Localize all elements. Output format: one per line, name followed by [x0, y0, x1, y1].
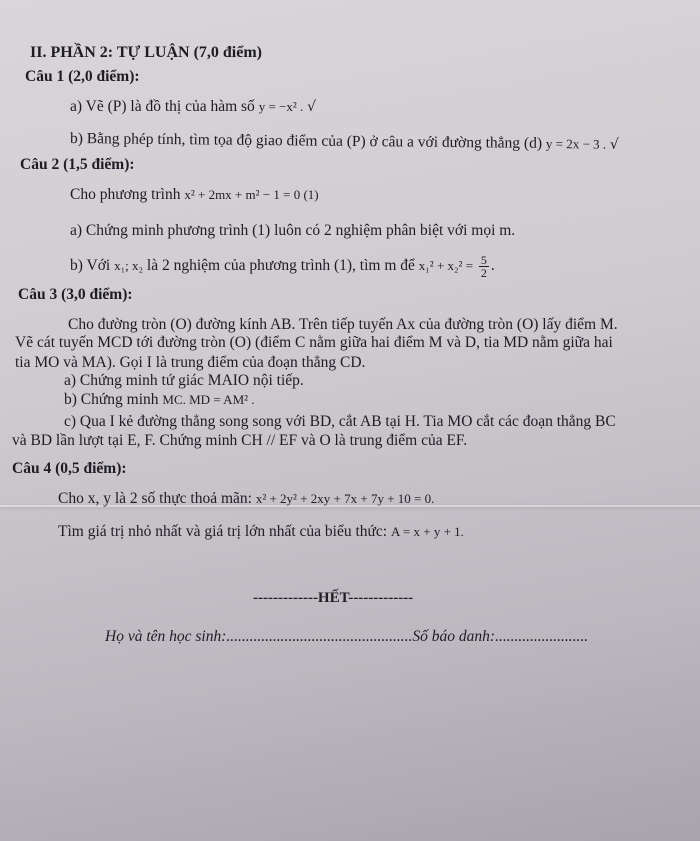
footer — [105, 628, 588, 646]
q3-b-math: MC. MD = AM² . — [162, 392, 255, 407]
student-name-label: Họ và tên học sinh: — [105, 628, 227, 645]
end-mark: -------------HẾT------------- — [253, 590, 414, 606]
q3-line1: Cho đường tròn (O) đường kính AB. Trên tiếp tuyến Ax của đường tròn (O) lấy điểm M. — [68, 316, 618, 333]
q2-b-fraction — [479, 254, 489, 279]
check-mark-icon: √ — [307, 99, 317, 115]
q1-b-math: y = 2x − 3 . — [545, 135, 607, 152]
q4-title: Câu 4 (0,5 điểm): — [12, 460, 127, 477]
q2-a: a) Chứng minh phương trình (1) luôn có 2 nghiệm phân biệt với mọi m. — [70, 222, 516, 239]
q1-a — [70, 98, 316, 116]
student-id-label: Số báo danh: — [412, 628, 496, 645]
q1-a-math: y = −x² . — [258, 99, 304, 114]
q4-line1-text: Cho x, y là 2 số thực thoả mãn: — [58, 490, 252, 507]
student-name-dots: ................................................ — [226, 628, 413, 645]
q3-line2: Vẽ cát tuyến MCD tới đường tròn (O) (điểm C nằm giữa hai điểm M và D, tia MD nằm giữa hai — [15, 334, 613, 351]
check-mark-icon: √ — [609, 136, 619, 153]
q1-title: Câu 1 (2,0 điểm): — [25, 68, 140, 85]
q3-a: a) Chứng minh tứ giác MAIO nội tiếp. — [64, 372, 304, 389]
q2-b: b) Với x₁; x₂ là 2 nghiệm của phương trình (1), tìm m để x₁² + x₂² = $\frac{5}{2}$ . — [70, 253, 495, 280]
part-title: II. PHẦN 2: TỰ LUẬN (7,0 điểm) — [30, 44, 262, 61]
q3-line3: tia MO và MA). Gọi I là trung điểm của đoạn thẳng CD. — [15, 354, 366, 371]
q2-intro-text: Cho phương trình — [70, 186, 181, 203]
q4-line2-math: A = x + y + 1. — [390, 524, 464, 539]
q3-c2: và BD lần lượt tại E, F. Chứng minh CH // EF và O là trung điểm của EF. — [12, 432, 468, 449]
fraction-denominator: 2 — [480, 266, 487, 280]
q1-b-text: b) Bằng phép tính, tìm tọa độ giao điểm của (P) ở câu a với đường thẳng (d) — [69, 130, 543, 152]
q2-b-text-1: b) Với — [70, 257, 111, 275]
q4-line2-text: Tìm giá trị nhỏ nhất và giá trị lớn nhất của biểu thức: — [58, 523, 388, 540]
q3-c1: c) Qua I kẻ đường thẳng song song với BD, cắt AB tại H. Tia MO cắt các đoạn thẳng BC — [64, 413, 616, 430]
q2-b-text-2: là 2 nghiệm của phương trình (1), tìm m để — [146, 257, 415, 275]
q1-a-text: a) Vẽ (P) là đồ thị của hàm số — [70, 98, 255, 115]
q4-line1 — [58, 490, 434, 508]
q3-title: Câu 3 (3,0 điểm): — [18, 286, 133, 303]
q3-b-text: b) Chứng minh — [64, 391, 159, 408]
q2-equation: x² + 2mx + m² − 1 = 0 (1) — [184, 187, 319, 202]
q4-line2 — [58, 523, 464, 541]
fraction-numerator: 5 — [480, 253, 487, 267]
q2-b-math: x₁² + x₂² = — [418, 258, 474, 274]
q4-line1-math: x² + 2y² + 2xy + 7x + 7y + 10 = 0. — [255, 491, 435, 506]
q1-b — [70, 130, 619, 154]
q3-b — [64, 391, 255, 409]
q2-title: Câu 2 (1,5 điểm): — [20, 156, 135, 173]
q2-b-vars: x₁; x₂ — [114, 258, 144, 274]
student-id-dots: ........................ — [495, 628, 589, 645]
q2-intro — [70, 186, 319, 204]
